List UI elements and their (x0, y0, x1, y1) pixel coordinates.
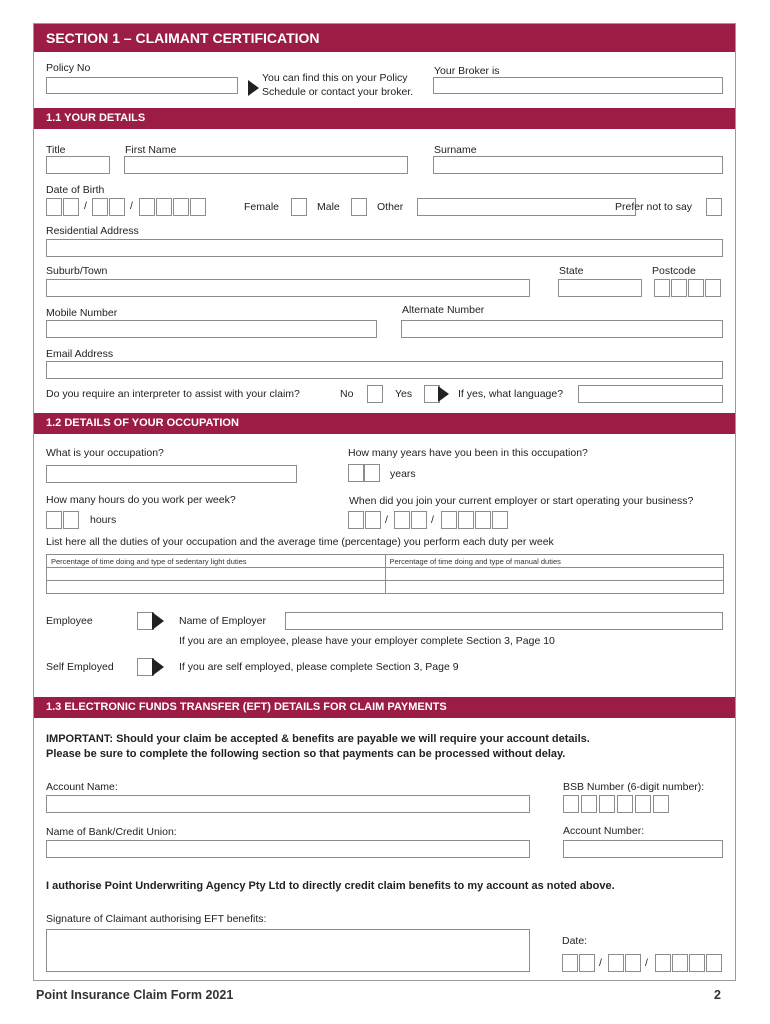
column-header-sedentary: Percentage of time doing and type of sedentary light duties (47, 555, 386, 568)
dob-month-1[interactable] (92, 198, 108, 216)
dob-day-2[interactable] (63, 198, 79, 216)
important-note-2: Please be sure to complete the following section so that payments can be processed without delay. (46, 748, 566, 760)
sign-day-1[interactable] (562, 954, 578, 972)
date-label: Date: (562, 935, 588, 947)
interpreter-no-checkbox[interactable] (367, 385, 383, 403)
mobile-label: Mobile Number (46, 307, 118, 319)
hours-question-label: How many hours do you work per week? (46, 494, 236, 506)
table-cell[interactable] (385, 581, 724, 594)
hours-digit-1[interactable] (46, 511, 62, 529)
suburb-field[interactable] (46, 279, 530, 297)
other-label: Other (377, 201, 404, 213)
postcode-digit-4[interactable] (705, 279, 721, 297)
email-label: Email Address (46, 348, 114, 360)
bsb-digit-5[interactable] (635, 795, 651, 813)
sign-month-2[interactable] (625, 954, 641, 972)
column-header-manual: Percentage of time doing and type of manual duties (385, 555, 724, 568)
self-employed-label: Self Employed (46, 661, 114, 673)
date-separator: / (599, 957, 602, 969)
employee-label: Employee (46, 615, 93, 627)
join-month-1[interactable] (394, 511, 410, 529)
table-cell[interactable] (47, 568, 386, 581)
account-number-label: Account Number: (563, 825, 645, 837)
authorise-statement: I authorise Point Underwriting Agency Pty Ltd to directly credit claim benefits to my account as noted above. (46, 880, 615, 892)
policy-no-field[interactable] (46, 77, 238, 94)
dob-year-3[interactable] (173, 198, 189, 216)
bsb-digit-1[interactable] (563, 795, 579, 813)
mobile-field[interactable] (46, 320, 377, 338)
language-label: If yes, what language? (458, 388, 564, 400)
dob-label: Date of Birth (46, 184, 105, 196)
arrow-right-icon (152, 658, 164, 676)
table-row (47, 581, 724, 594)
title-field[interactable] (46, 156, 110, 174)
years-question-label: How many years have you been in this occupation? (348, 447, 588, 459)
state-label: State (559, 265, 584, 277)
date-separator: / (130, 200, 133, 212)
table-cell[interactable] (47, 581, 386, 594)
occupation-heading: 1.2 DETAILS OF YOUR OCCUPATION (34, 413, 735, 434)
no-label: No (340, 388, 354, 400)
self-employed-note: If you are self employed, please complete Section 3, Page 9 (179, 661, 459, 673)
section-title: SECTION 1 – CLAIMANT CERTIFICATION (34, 24, 735, 52)
date-separator: / (84, 200, 87, 212)
alternate-label: Alternate Number (402, 304, 485, 316)
sign-year-2[interactable] (672, 954, 688, 972)
postcode-digit-3[interactable] (688, 279, 704, 297)
sign-year-1[interactable] (655, 954, 671, 972)
signature-label: Signature of Claimant authorising EFT benefits: (46, 913, 267, 925)
bsb-label: BSB Number (6-digit number): (563, 781, 705, 793)
hours-unit-label: hours (90, 514, 117, 526)
join-year-3[interactable] (475, 511, 491, 529)
state-field[interactable] (558, 279, 642, 297)
postcode-digit-1[interactable] (654, 279, 670, 297)
account-number-field[interactable] (563, 840, 723, 858)
join-year-2[interactable] (458, 511, 474, 529)
join-year-4[interactable] (492, 511, 508, 529)
employer-name-label: Name of Employer (179, 615, 266, 627)
employer-name-field[interactable] (285, 612, 723, 630)
arrow-right-icon (248, 80, 259, 96)
important-note-1: IMPORTANT: Should your claim be accepted & benefits are payable we will require your account details. (46, 733, 590, 745)
bsb-digit-3[interactable] (599, 795, 615, 813)
date-separator: / (645, 957, 648, 969)
signature-field[interactable] (46, 929, 530, 972)
sign-day-2[interactable] (579, 954, 595, 972)
surname-label: Surname (434, 144, 477, 156)
male-label: Male (317, 201, 340, 213)
page-number: 2 (714, 988, 721, 1002)
postcode-digit-2[interactable] (671, 279, 687, 297)
dob-year-4[interactable] (190, 198, 206, 216)
years-unit-label: years (390, 468, 416, 480)
sign-month-1[interactable] (608, 954, 624, 972)
table-row (47, 555, 724, 568)
suburb-label: Suburb/Town (46, 265, 108, 277)
language-field[interactable] (578, 385, 723, 403)
broker-field[interactable] (433, 77, 723, 94)
occupation-label: What is your occupation? (46, 447, 164, 459)
duties-table (46, 554, 724, 594)
prefer-not-label: Prefer not to say (615, 201, 693, 213)
join-month-2[interactable] (411, 511, 427, 529)
address-field[interactable] (46, 239, 723, 257)
table-cell[interactable] (385, 568, 724, 581)
other-gender-field[interactable] (417, 198, 636, 216)
dob-year-1[interactable] (139, 198, 155, 216)
account-name-field[interactable] (46, 795, 530, 813)
arrow-right-icon (438, 386, 449, 402)
join-day-2[interactable] (365, 511, 381, 529)
bsb-digit-4[interactable] (617, 795, 633, 813)
female-checkbox[interactable] (291, 198, 307, 216)
male-checkbox[interactable] (351, 198, 367, 216)
policy-hint-1: You can find this on your Policy (262, 72, 408, 84)
dob-day-1[interactable] (46, 198, 62, 216)
occupation-field[interactable] (46, 465, 297, 483)
join-year-1[interactable] (441, 511, 457, 529)
surname-field[interactable] (433, 156, 723, 174)
alternate-field[interactable] (401, 320, 723, 338)
prefer-not-checkbox[interactable] (706, 198, 722, 216)
policy-no-label: Policy No (46, 62, 91, 74)
arrow-right-icon (152, 612, 164, 630)
bank-label: Name of Bank/Credit Union: (46, 826, 177, 838)
first-name-label: First Name (125, 144, 177, 156)
duties-label: List here all the duties of your occupation and the average time (percentage) you perform each duty per week (46, 536, 554, 548)
employee-note: If you are an employee, please have your employer complete Section 3, Page 10 (179, 635, 555, 647)
table-row (47, 568, 724, 581)
join-date-label: When did you join your current employer or start operating your business? (349, 495, 694, 507)
sign-year-3[interactable] (689, 954, 705, 972)
date-separator: / (385, 514, 388, 526)
your-details-heading: 1.1 YOUR DETAILS (34, 108, 735, 129)
first-name-field[interactable] (124, 156, 408, 174)
interpreter-label: Do you require an interpreter to assist with your claim? (46, 388, 300, 400)
postcode-label: Postcode (652, 265, 696, 277)
years-digit-1[interactable] (348, 464, 364, 482)
email-field[interactable] (46, 361, 723, 379)
footer-form-name: Point Insurance Claim Form 2021 (36, 988, 234, 1002)
address-label: Residential Address (46, 225, 139, 237)
dob-month-2[interactable] (109, 198, 125, 216)
join-day-1[interactable] (348, 511, 364, 529)
yes-label: Yes (395, 388, 413, 400)
hours-digit-2[interactable] (63, 511, 79, 529)
broker-label: Your Broker is (434, 65, 500, 77)
bank-field[interactable] (46, 840, 530, 858)
policy-hint-2: Schedule or contact your broker. (262, 86, 414, 98)
bsb-digit-6[interactable] (653, 795, 669, 813)
female-label: Female (244, 201, 280, 213)
bsb-digit-2[interactable] (581, 795, 597, 813)
sign-year-4[interactable] (706, 954, 722, 972)
date-separator: / (431, 514, 434, 526)
eft-heading: 1.3 ELECTRONIC FUNDS TRANSFER (EFT) DETAILS FOR CLAIM PAYMENTS (34, 697, 735, 718)
account-name-label: Account Name: (46, 781, 118, 793)
years-digit-2[interactable] (364, 464, 380, 482)
title-label: Title (46, 144, 66, 156)
dob-year-2[interactable] (156, 198, 172, 216)
